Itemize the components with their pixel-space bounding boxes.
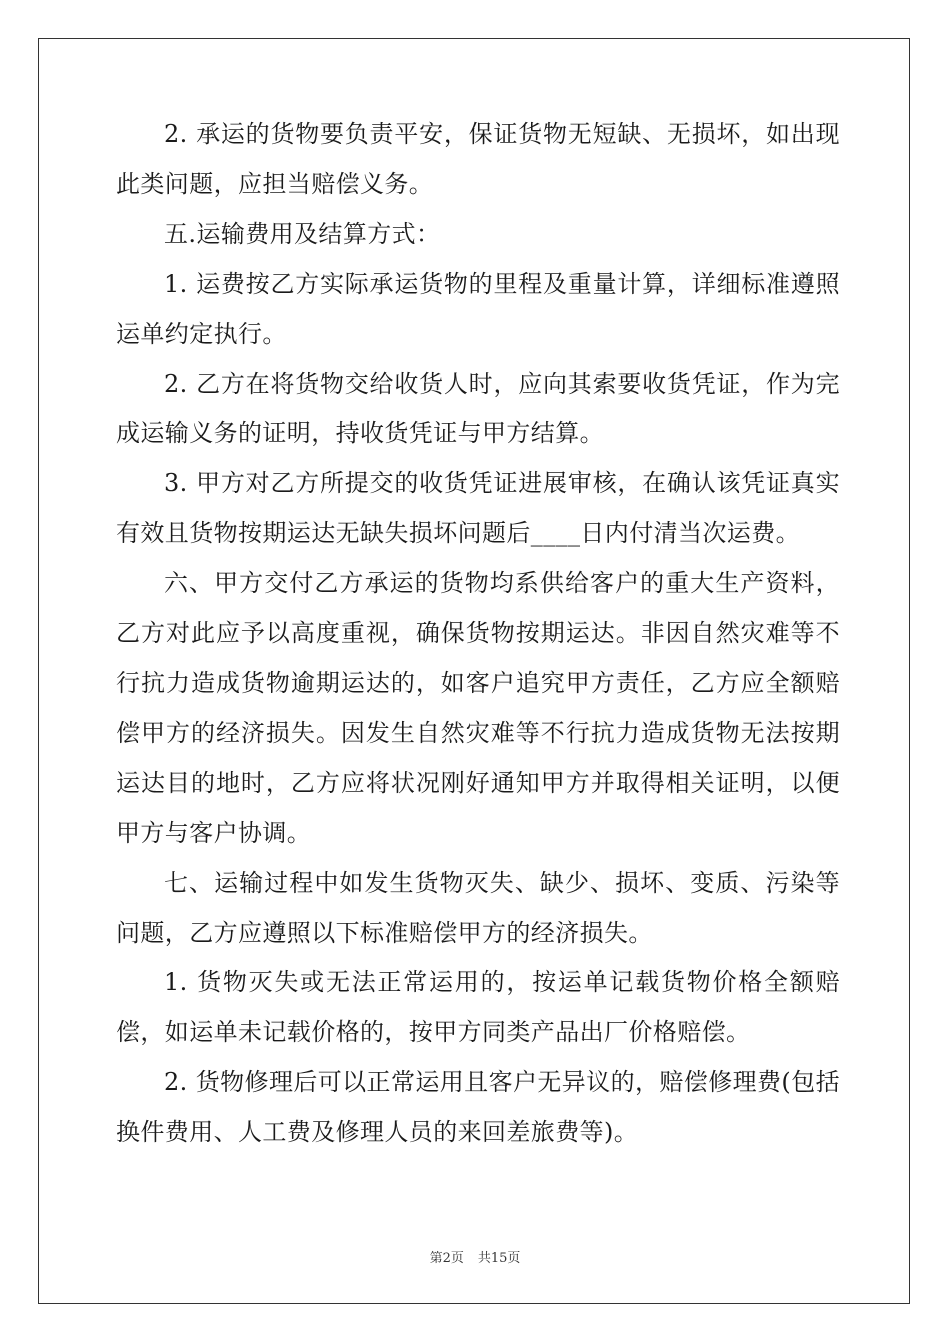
page-number: 第2页	[429, 1251, 464, 1266]
page-footer	[0, 1247, 950, 1266]
paragraph-section-7: 七、运输过程中如发生货物灭失、缺少、损坏、变质、污染等问题，乙方应遵照以下标准赔偿甲方的经济损失。	[116, 868, 840, 947]
paragraph-clause-5-1: 1. 运费按乙方实际承运货物的里程及重量计算，详细标准遵照运单约定执行。	[116, 269, 840, 348]
heading-section-5: 五.运输费用及结算方式：	[164, 219, 441, 248]
paragraph-clause-7-2: 2. 货物修理后可以正常运用且客户无异议的，赔偿修理费(包括换件费用、人工费及修理人员的来回差旅费等)。	[116, 1068, 840, 1147]
page-total: 共15页	[477, 1251, 521, 1266]
paragraph-clause-5-3: 3. 甲方对乙方所提交的收货凭证进展审核，在确认该凭证真实有效且货物按期运达无缺失损坏问题后____日内付清当次运费。	[116, 469, 840, 548]
paragraph-clause-5-2b: 2. 乙方在将货物交给收货人时，应向其索要收货凭证，作为完成运输义务的证明，持收货凭证与甲方结算。	[116, 369, 840, 448]
document-body	[116, 110, 840, 1158]
paragraph-section-6: 六、甲方交付乙方承运的货物均系供给客户的重大生产资料，乙方对此应予以高度重视，确保货物按期运达。非因自然灾难等不行抗力造成货物逾期运达的，如客户追究甲方责任，乙方应全额赔偿甲方的经济损失。因发生自然灾难等不行抗力造成货物无法按期运达目的地时，乙方应将状况刚好通知甲方并取得相关证明，以便甲方与客户协调。	[116, 569, 840, 847]
paragraph-clause-5-2: 2. 承运的货物要负责平安，保证货物无短缺、无损坏，如出现此类问题，应担当赔偿义务。	[116, 120, 840, 198]
paragraph-clause-7-1: 1. 货物灭失或无法正常运用的，按运单记载货物价格全额赔偿，如运单未记载价格的，按甲方同类产品出厂价格赔偿。	[116, 968, 840, 1047]
